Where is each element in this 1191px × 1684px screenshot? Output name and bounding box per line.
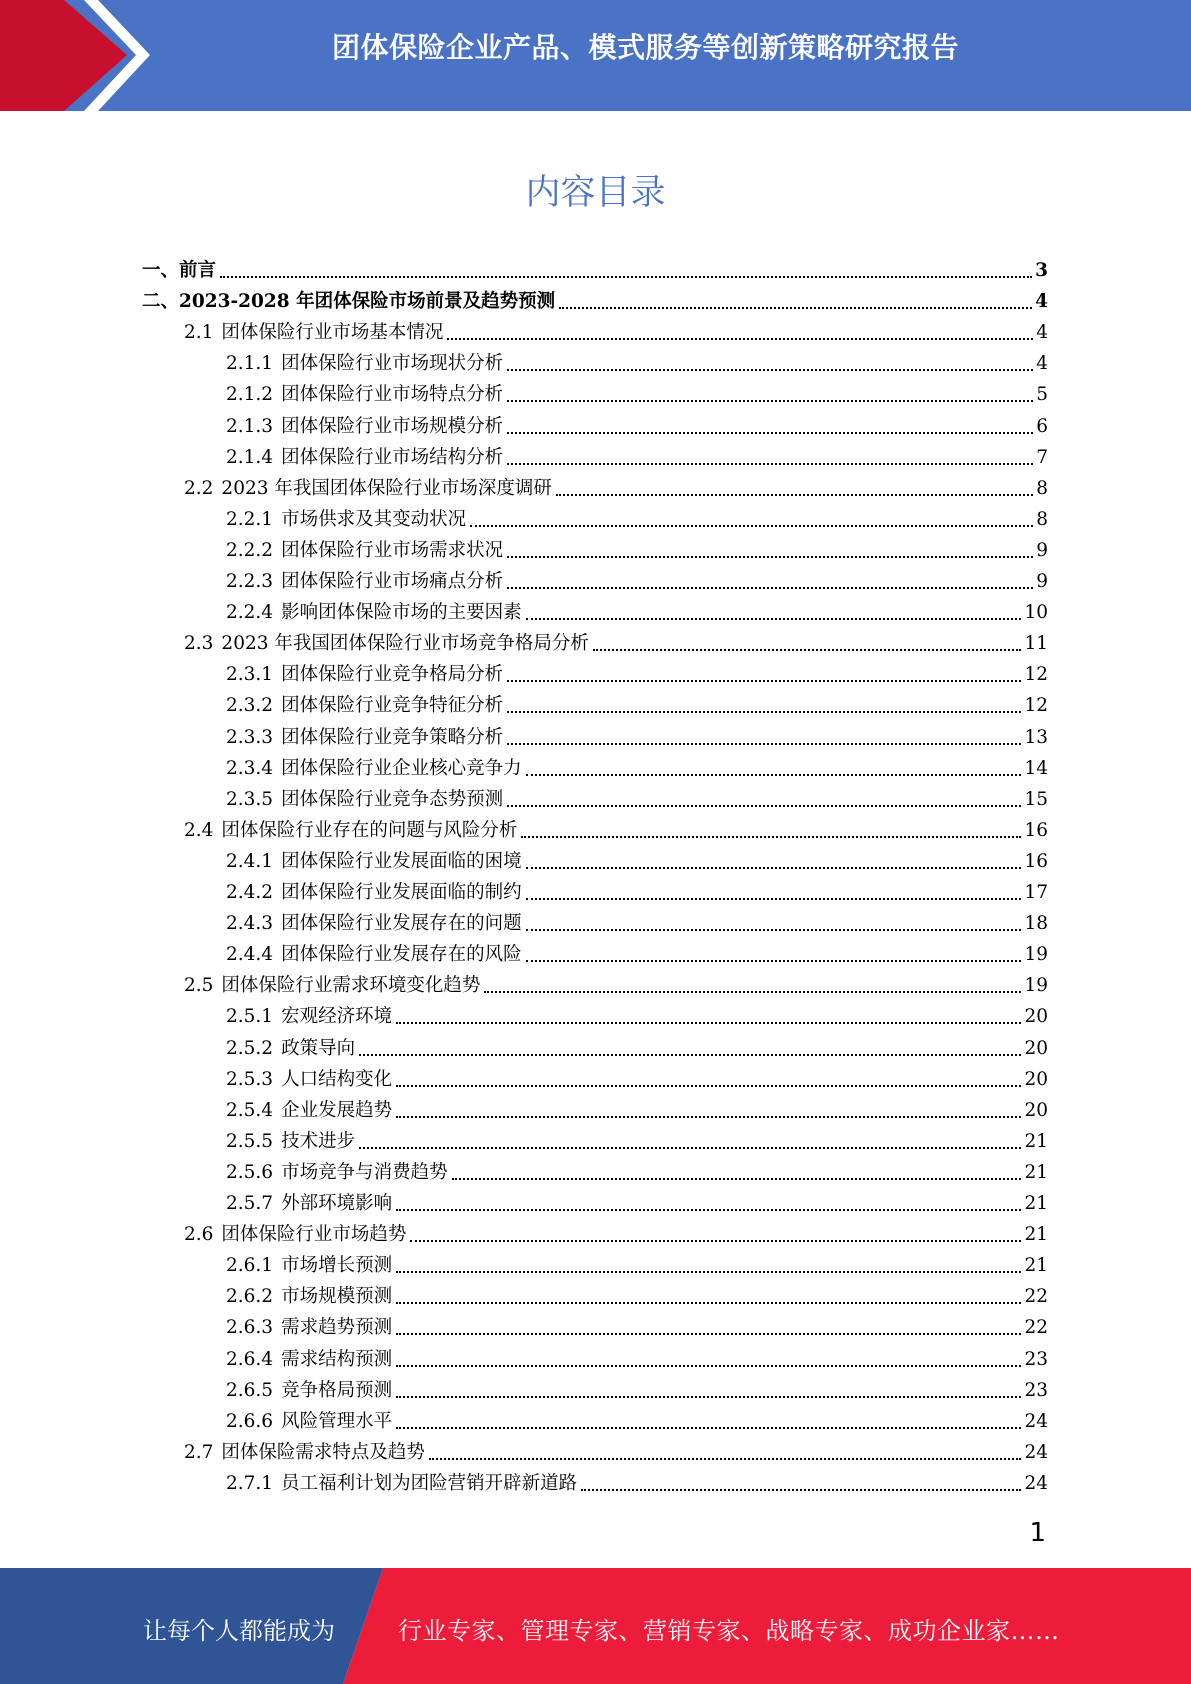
toc-entry-page: 5 <box>1036 384 1048 406</box>
toc-entry-title: 外部环境影响 <box>281 1193 393 1214</box>
toc-dot-leader <box>507 432 1033 434</box>
header-arrow-decoration <box>0 0 160 111</box>
toc-entry-number: 2.5.1 <box>226 1006 274 1028</box>
toc-entry[interactable] <box>184 625 1048 656</box>
toc-entry-page: 21 <box>1024 1224 1048 1246</box>
toc-entry-page: 20 <box>1024 1006 1048 1028</box>
toc-entry-title: 团体保险行业竞争策略分析 <box>281 726 504 748</box>
toc-entry-number: 2.5.3 <box>226 1068 274 1090</box>
toc-entry-title: 团体保险行业市场结构分析 <box>281 446 504 468</box>
toc-entry[interactable] <box>226 1154 1048 1185</box>
toc-dot-leader <box>593 649 1022 651</box>
toc-entry-title: 市场供求及其变动状况 <box>281 508 467 530</box>
toc-entry-page: 24 <box>1024 1410 1048 1432</box>
toc-dot-leader <box>429 1458 1022 1460</box>
toc-entry[interactable] <box>142 283 1048 314</box>
toc-entry-page: 4 <box>1036 322 1048 344</box>
toc-entry-page: 16 <box>1024 850 1048 872</box>
toc-entry[interactable] <box>226 781 1048 812</box>
toc-dot-leader <box>396 1116 1021 1118</box>
toc-entry-number: 2.5.2 <box>226 1037 274 1059</box>
toc-entry-title: 团体保险行业市场现状分析 <box>281 353 504 375</box>
toc-entry-number: 2.3.5 <box>226 788 274 810</box>
toc-dot-leader <box>526 774 1022 776</box>
toc-entry[interactable] <box>226 1403 1048 1434</box>
footer-slogan-left: 让每个人都能成为 <box>143 1617 335 1645</box>
toc-entry-number: 2.2.1 <box>226 508 274 530</box>
toc-entry[interactable] <box>226 345 1048 376</box>
toc-entry[interactable] <box>226 1185 1048 1216</box>
toc-entry-title: 团体保险行业企业核心竞争力 <box>281 757 522 779</box>
toc-entry-number: 2.1.3 <box>226 415 274 437</box>
toc-dot-leader <box>359 1054 1021 1056</box>
toc-entry-number: 2.2.3 <box>226 571 274 592</box>
toc-entry[interactable] <box>226 687 1048 718</box>
toc-entry-number: 2.4 <box>184 819 214 841</box>
toc-entry-number: 2.6.4 <box>226 1348 274 1370</box>
toc-dot-leader <box>396 1333 1021 1335</box>
toc-entry[interactable] <box>142 252 1048 283</box>
toc-entry-number: 2.3.3 <box>226 726 274 748</box>
toc-dot-leader <box>410 1240 1021 1242</box>
toc-entry-number: 2.5 <box>184 975 214 997</box>
toc-entry-page: 21 <box>1024 1193 1048 1214</box>
toc-entry-page: 22 <box>1024 1286 1048 1308</box>
toc-entry[interactable] <box>226 1278 1048 1309</box>
toc-entry[interactable] <box>226 719 1048 750</box>
toc-entry[interactable] <box>226 656 1048 687</box>
toc-entry-page: 20 <box>1024 1099 1048 1121</box>
toc-entry[interactable] <box>226 1030 1048 1061</box>
toc-entry-page: 24 <box>1024 1441 1048 1463</box>
header-bar <box>0 0 1191 111</box>
toc-entry-page: 16 <box>1024 819 1048 841</box>
footer-banner <box>0 1568 1191 1684</box>
toc-entry-number: 2.3.4 <box>226 757 274 779</box>
toc-dot-leader <box>526 898 1022 900</box>
toc-dot-leader <box>396 1302 1021 1304</box>
toc-entry-number: 2.6.5 <box>226 1379 274 1401</box>
toc-entry[interactable] <box>226 750 1048 781</box>
toc-dot-leader <box>396 1209 1021 1211</box>
toc-entry-number: 2.6.2 <box>226 1286 274 1308</box>
toc-dot-leader <box>526 960 1022 962</box>
toc-entry-title: 团体保险行业市场趋势 <box>221 1224 407 1246</box>
toc-entry-page: 8 <box>1036 477 1048 499</box>
toc-entry-number: 2.5.7 <box>226 1193 274 1214</box>
toc-entry[interactable] <box>226 1465 1048 1496</box>
toc-entry-title: 团体保险行业市场特点分析 <box>281 384 504 406</box>
toc-entry[interactable] <box>226 1309 1048 1340</box>
toc-entry-title: 团体保险行业存在的问题与风险分析 <box>221 819 518 841</box>
footer-slogan-right: 行业专家、管理专家、营销专家、战略专家、成功企业家…… <box>398 1617 1060 1645</box>
toc-entry-page: 19 <box>1024 975 1048 997</box>
toc-entry[interactable] <box>184 470 1048 501</box>
toc-dot-leader <box>556 494 1033 496</box>
toc-entry-title: 团体保险行业需求环境变化趋势 <box>221 975 481 997</box>
toc-entry-title: 团体保险行业市场痛点分析 <box>281 571 504 592</box>
toc-entry-title: 需求结构预测 <box>281 1348 393 1370</box>
toc-entry-page: 11 <box>1024 633 1048 655</box>
toc-entry-title: 团体保险行业竞争态势预测 <box>281 788 504 810</box>
toc-entry-number: 2.4.3 <box>226 913 274 935</box>
toc-dot-leader <box>507 400 1033 402</box>
toc-entry-page: 23 <box>1024 1348 1048 1370</box>
toc-entry-page: 12 <box>1024 695 1048 717</box>
toc-entry-page: 24 <box>1024 1472 1048 1494</box>
toc-entry-title: 团体保险行业竞争特征分析 <box>281 695 504 717</box>
toc-dot-leader <box>581 1489 1021 1491</box>
toc-entry-title: 需求趋势预测 <box>281 1317 393 1339</box>
toc-entry-page: 7 <box>1036 446 1048 468</box>
toc-entry-title: 团体保险行业市场规模分析 <box>281 415 504 437</box>
toc-entry-number: 2.4.4 <box>226 944 274 966</box>
toc-entry-title: 影响团体保险市场的主要因素 <box>281 602 522 624</box>
toc-entry-title: 团体保险行业竞争格局分析 <box>281 664 504 686</box>
toc-dot-leader <box>507 743 1021 745</box>
toc-entry-title: 团体保险行业发展存在的风险 <box>281 944 522 966</box>
toc-entry-page: 4 <box>1035 291 1048 313</box>
toc-entry-page: 9 <box>1036 539 1048 561</box>
toc-entry[interactable] <box>184 812 1048 843</box>
toc-dot-leader <box>507 556 1033 558</box>
toc-entry-number: 2.7 <box>184 1441 214 1463</box>
toc-entry-title: 团体保险行业市场需求状况 <box>281 539 504 561</box>
toc-entry[interactable] <box>226 376 1048 407</box>
toc-entry-page: 3 <box>1035 260 1048 281</box>
toc-entry[interactable] <box>226 874 1048 905</box>
toc-entry-page: 14 <box>1024 757 1048 779</box>
toc-entry-title: 团体保险行业发展面临的困境 <box>281 850 522 872</box>
toc-entry-title: 前言 <box>179 260 217 281</box>
toc-entry-number: 2.6.1 <box>226 1255 274 1277</box>
toc-dot-leader <box>507 711 1021 713</box>
toc-dot-leader <box>526 929 1022 931</box>
toc-entry-title: 市场规模预测 <box>281 1286 393 1308</box>
toc-entry-title: 市场增长预测 <box>281 1255 393 1277</box>
toc-entry-title: 政策导向 <box>281 1037 356 1059</box>
toc-entry-title: 竞争格局预测 <box>281 1379 393 1401</box>
toc-entry-number: 二、 <box>142 291 180 313</box>
toc-entry-number: 2.2.4 <box>226 602 274 624</box>
toc-entry[interactable] <box>184 1434 1048 1465</box>
toc-entry-page: 21 <box>1024 1161 1048 1183</box>
toc-entry-title: 2023 年我国团体保险行业市场深度调研 <box>221 477 552 499</box>
toc-entry-page: 22 <box>1024 1317 1048 1339</box>
toc-entry[interactable] <box>184 314 1048 345</box>
toc-entry-page: 13 <box>1024 726 1048 748</box>
toc-dot-leader <box>470 525 1033 527</box>
toc-entry[interactable] <box>226 998 1048 1029</box>
toc-entry-number: 2.2 <box>184 477 214 499</box>
toc-entry-title: 市场竞争与消费趋势 <box>281 1161 448 1183</box>
toc-dot-leader <box>507 369 1033 371</box>
toc-entry-title: 团体保险行业发展存在的问题 <box>281 913 522 935</box>
toc-entry-number: 2.5.6 <box>226 1161 274 1183</box>
toc-entry-number: 2.1.4 <box>226 446 274 468</box>
toc-dot-leader <box>396 1022 1021 1024</box>
toc-entry-title: 宏观经济环境 <box>281 1006 393 1028</box>
toc-entry-title: 员工福利计划为团险营销开辟新道路 <box>281 1472 578 1494</box>
toc-entry-number: 2.3.1 <box>226 664 274 686</box>
toc-entry[interactable] <box>226 594 1048 625</box>
toc-entry-number: 2.3.2 <box>226 695 274 717</box>
toc-entry-number: 一、 <box>142 260 180 281</box>
toc-entry-number: 2.4.1 <box>226 850 274 872</box>
toc-entry-number: 2.1 <box>184 322 214 344</box>
toc-entry-title: 团体保险行业发展面临的制约 <box>281 882 522 903</box>
toc-entry-number: 2.6.3 <box>226 1317 274 1339</box>
toc-entry-number: 2.5.5 <box>226 1130 274 1152</box>
toc-entry-number: 2.1.2 <box>226 384 274 406</box>
toc-dot-leader <box>507 463 1033 465</box>
toc-dot-leader <box>559 307 1032 309</box>
toc-entry-number: 2.5.4 <box>226 1099 274 1121</box>
toc-entry-page: 10 <box>1024 602 1048 624</box>
toc-entry-page: 15 <box>1024 788 1048 810</box>
toc-dot-leader <box>526 867 1022 869</box>
toc-entry-title: 2023-2028 年团体保险市场前景及趋势预测 <box>179 291 556 313</box>
toc-entry-page: 19 <box>1024 944 1048 966</box>
toc-entry[interactable] <box>184 1216 1048 1247</box>
toc-entry-number: 2.7.1 <box>226 1472 274 1494</box>
toc-entry-number: 2.2.2 <box>226 539 274 561</box>
toc-entry-title: 风险管理水平 <box>281 1410 393 1432</box>
toc-entry-page: 12 <box>1024 664 1048 686</box>
toc-entry[interactable] <box>226 1061 1048 1092</box>
toc-entry-page: 20 <box>1024 1068 1048 1090</box>
toc-entry-page: 8 <box>1036 508 1048 530</box>
toc-entry[interactable] <box>226 408 1048 439</box>
toc-dot-leader <box>507 587 1033 589</box>
toc-dot-leader <box>396 1427 1021 1429</box>
toc-dot-leader <box>452 1178 1022 1180</box>
toc-entry-page: 9 <box>1036 571 1048 592</box>
toc-dot-leader <box>526 618 1022 620</box>
toc-entry-number: 2.1.1 <box>226 353 274 375</box>
toc-dot-leader <box>359 1147 1021 1149</box>
toc-entry-page: 20 <box>1024 1037 1048 1059</box>
toc-entry-page: 6 <box>1036 415 1048 437</box>
toc-dot-leader <box>447 338 1033 340</box>
toc-entry[interactable] <box>226 1247 1048 1278</box>
page-number: 1 <box>1029 1518 1046 1548</box>
toc-entry[interactable] <box>226 843 1048 874</box>
toc-dot-leader <box>507 680 1021 682</box>
toc-entry-title: 企业发展趋势 <box>281 1099 393 1121</box>
toc-dot-leader <box>220 276 1032 278</box>
toc-entry[interactable] <box>226 905 1048 936</box>
toc-entry[interactable] <box>226 1092 1048 1123</box>
toc-heading: 内容目录 <box>525 173 666 213</box>
toc-entry[interactable] <box>226 1341 1048 1372</box>
toc-dot-leader <box>521 836 1021 838</box>
toc-entry-title: 技术进步 <box>281 1130 356 1152</box>
toc-entry-number: 2.6 <box>184 1224 214 1246</box>
toc-entry-title: 团体保险需求特点及趋势 <box>221 1441 425 1463</box>
toc-entry[interactable] <box>226 936 1048 967</box>
toc-entry-title: 2023 年我国团体保险行业市场竞争格局分析 <box>221 633 589 655</box>
toc-entry-title: 人口结构变化 <box>281 1068 393 1090</box>
toc-entry-page: 18 <box>1024 913 1048 935</box>
toc-entry[interactable] <box>184 967 1048 998</box>
toc-entry-number: 2.6.6 <box>226 1410 274 1432</box>
toc-dot-leader <box>484 991 1021 993</box>
toc-entry[interactable] <box>226 1372 1048 1403</box>
toc-entry-number: 2.3 <box>184 633 214 655</box>
toc-entry[interactable] <box>226 532 1048 563</box>
toc-entry-page: 21 <box>1024 1255 1048 1277</box>
toc-entry-page: 4 <box>1036 353 1048 375</box>
toc-dot-leader <box>396 1396 1021 1398</box>
toc-dot-leader <box>396 1365 1021 1367</box>
toc-dot-leader <box>507 805 1021 807</box>
toc-entry[interactable] <box>226 563 1048 594</box>
toc-entry[interactable] <box>226 501 1048 532</box>
toc-entry-number: 2.4.2 <box>226 882 274 903</box>
header-title: 团体保险企业产品、模式服务等创新策略研究报告 <box>331 31 959 64</box>
toc-entry[interactable] <box>226 439 1048 470</box>
toc-entry-page: 21 <box>1024 1130 1048 1152</box>
toc-entry-title: 团体保险行业市场基本情况 <box>221 322 444 344</box>
toc-entry[interactable] <box>226 1123 1048 1154</box>
toc-dot-leader <box>396 1271 1021 1273</box>
toc-entry-page: 23 <box>1024 1379 1048 1401</box>
toc-dot-leader <box>396 1085 1021 1087</box>
toc-entry-page: 17 <box>1024 882 1048 903</box>
